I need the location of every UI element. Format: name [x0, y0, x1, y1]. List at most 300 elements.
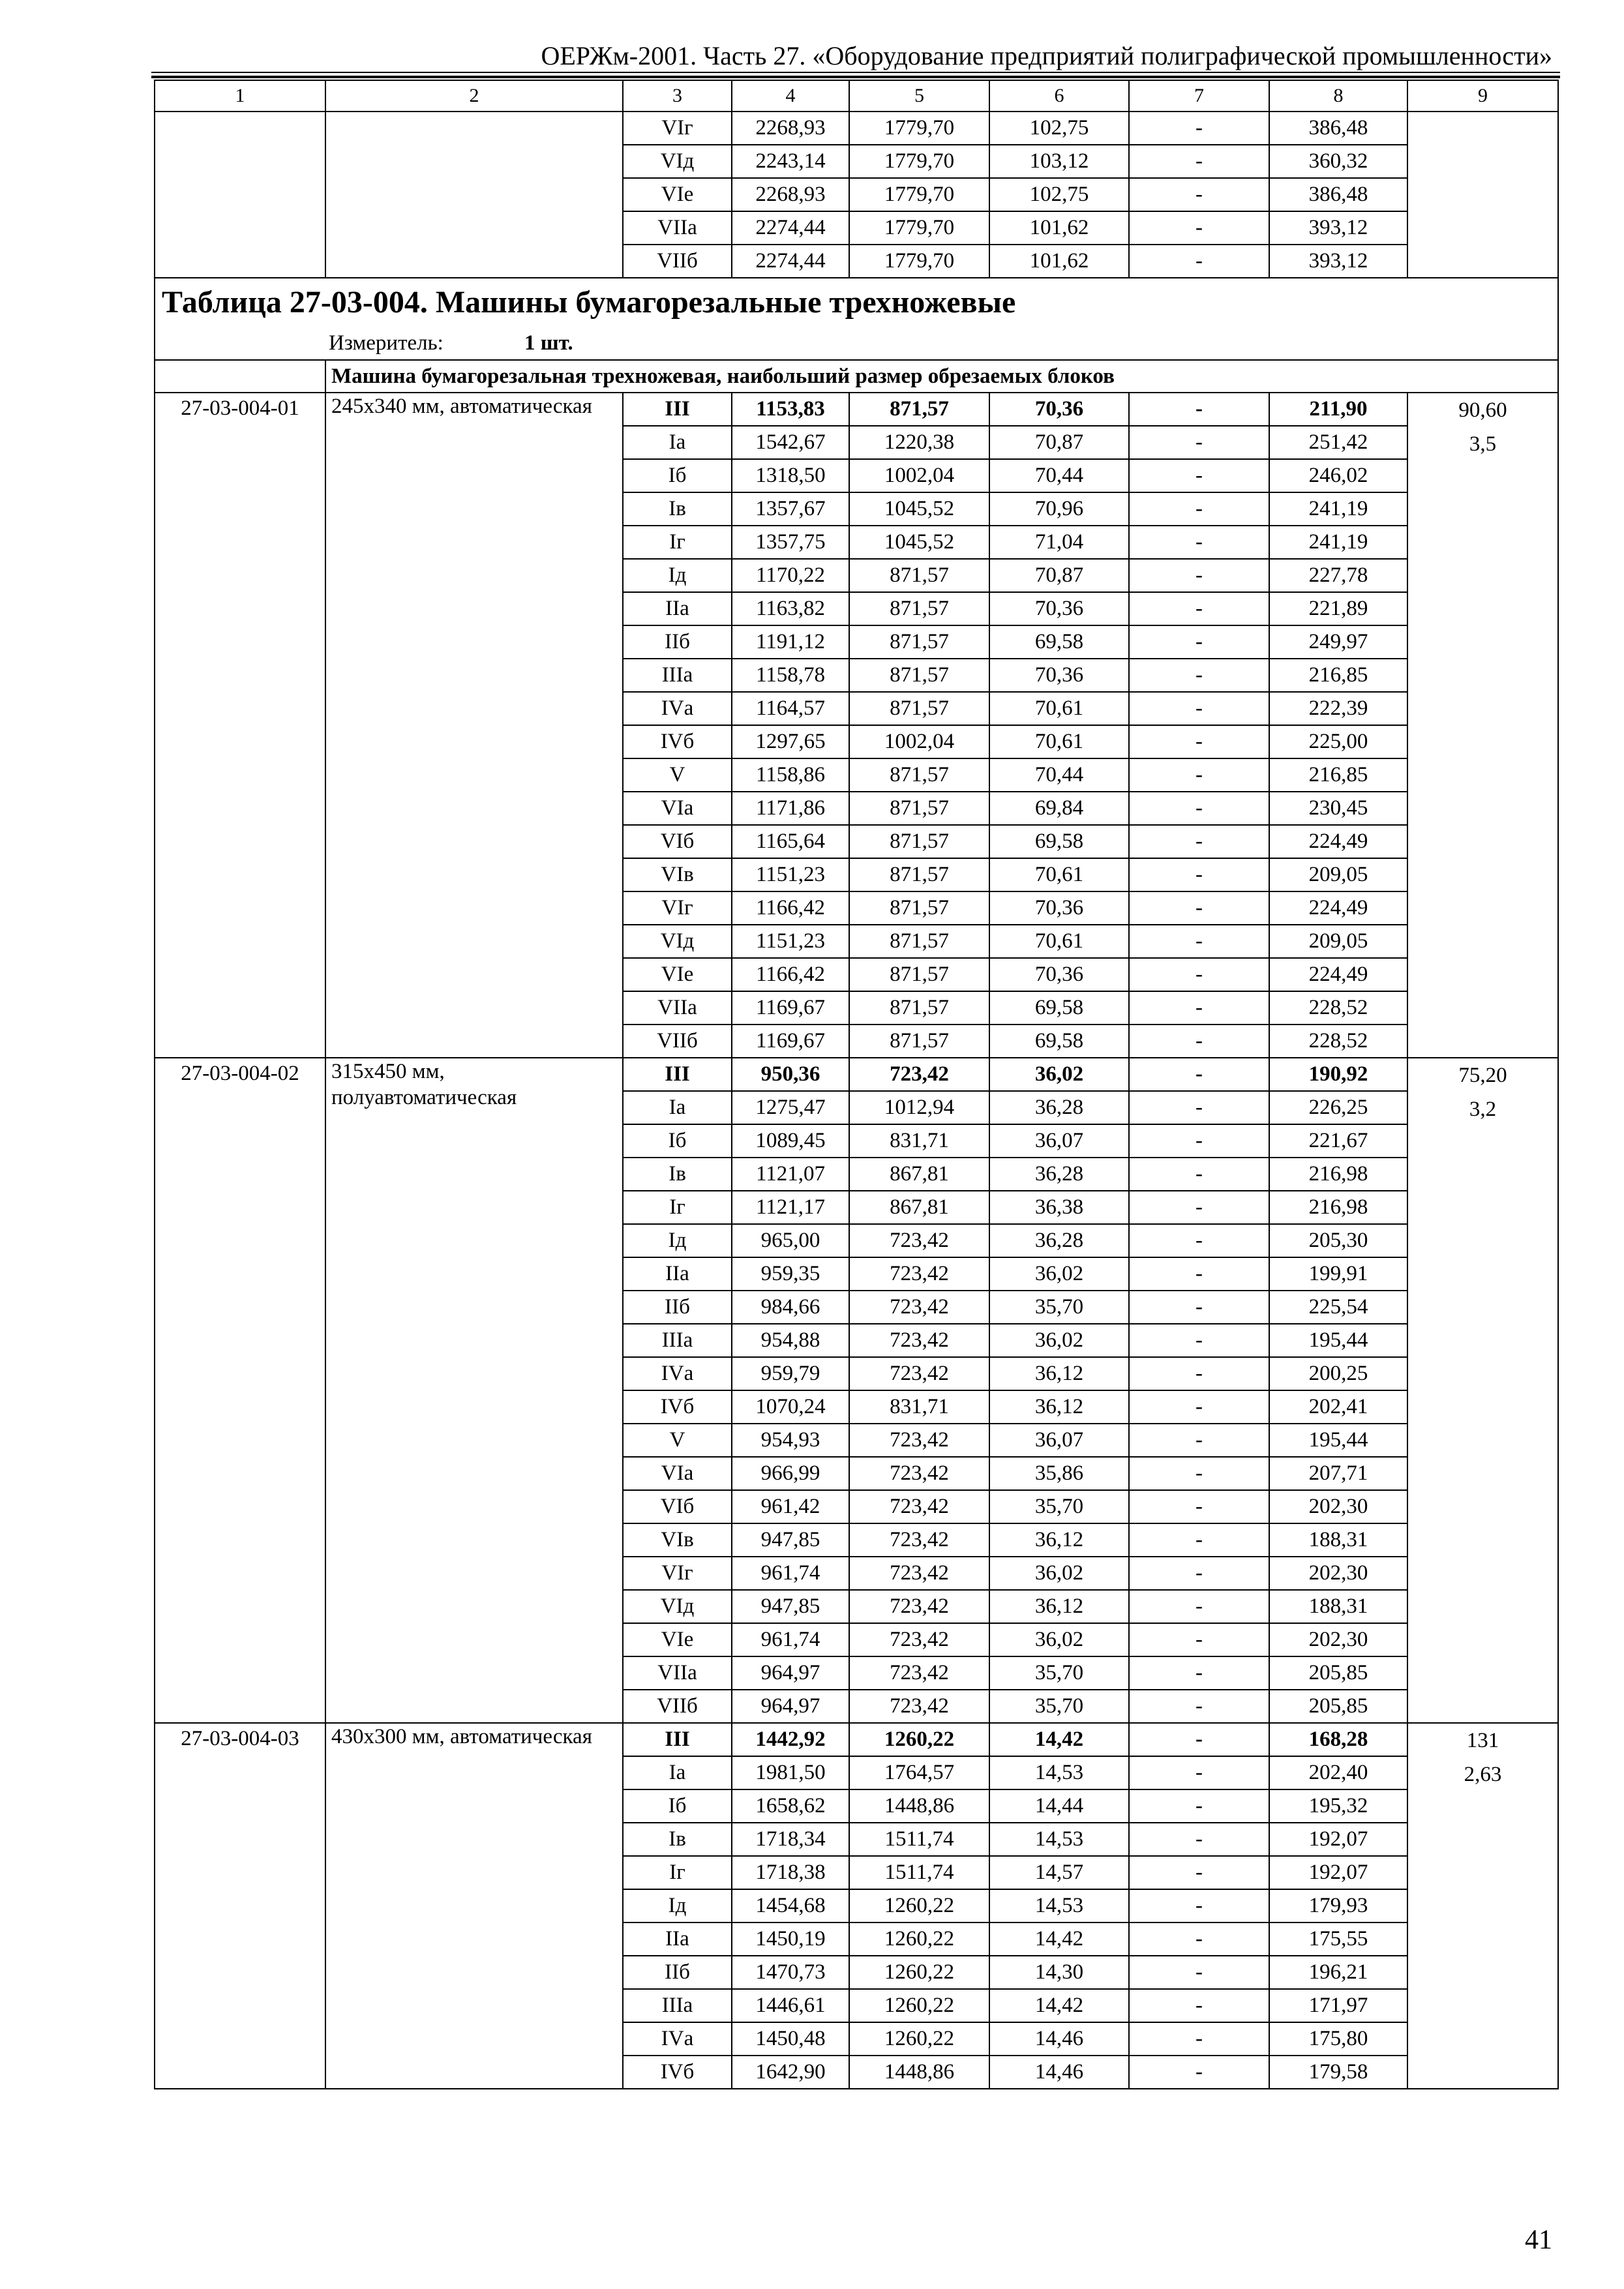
price-zone-cell: IIIа: [623, 1989, 732, 2022]
price-zone-cell: IVб: [623, 2056, 732, 2089]
price-zone-cell: Iб: [623, 1124, 732, 1158]
total-cost-cell: 1642,90: [732, 2056, 849, 2089]
machine-cost-cell: 36,07: [989, 1124, 1129, 1158]
labor-cost-cell: 1779,70: [849, 211, 989, 245]
total-cost-cell: 1470,73: [732, 1956, 849, 1989]
total-cost-cell: 1089,45: [732, 1124, 849, 1158]
machinist-cell: -: [1129, 1523, 1269, 1557]
labor-cost-cell: 871,57: [849, 891, 989, 925]
total-cost-cell: 2274,44: [732, 211, 849, 245]
running-header: ОЕРЖм-2001. Часть 27. «Оборудование предприятий полиграфической промышленности»: [541, 41, 1552, 70]
machine-cost-cell: 35,70: [989, 1490, 1129, 1523]
machinist-cell: -: [1129, 1856, 1269, 1889]
item-mass: 75,20: [1458, 1064, 1507, 1087]
machine-cost-cell: 36,12: [989, 1523, 1129, 1557]
machinist-cell: -: [1129, 625, 1269, 659]
table-row: [155, 393, 1558, 426]
machine-cost-cell: 36,02: [989, 1623, 1129, 1656]
total-cost-cell: 1070,24: [732, 1390, 849, 1424]
materials-cost-cell: 228,52: [1269, 1025, 1407, 1058]
labor-cost-cell: 871,57: [849, 393, 989, 426]
total-cost-cell: 1165,64: [732, 825, 849, 858]
machinist-cell: -: [1129, 1756, 1269, 1789]
price-zone-cell: VIв: [623, 858, 732, 891]
materials-cost-cell: 216,98: [1269, 1158, 1407, 1191]
machinist-cell: -: [1129, 1224, 1269, 1257]
item-name: 245x340 мм, автоматическая: [325, 393, 623, 1058]
column-number-4: 4: [732, 80, 849, 112]
machinist-cell: -: [1129, 145, 1269, 178]
price-zone-cell: IVб: [623, 725, 732, 758]
materials-cost-cell: 216,85: [1269, 758, 1407, 792]
total-cost-cell: 1170,22: [732, 559, 849, 592]
machinist-cell: -: [1129, 459, 1269, 492]
price-zone-cell: III: [623, 393, 732, 426]
price-zone-cell: Iд: [623, 1889, 732, 1922]
price-zone-cell: VIIа: [623, 1656, 732, 1690]
machine-cost-cell: 36,28: [989, 1224, 1129, 1257]
labor-cost-cell: 871,57: [849, 592, 989, 625]
continuation-extra-cell: [1407, 112, 1558, 278]
price-zone-cell: Iб: [623, 1789, 732, 1823]
machine-cost-cell: 14,46: [989, 2022, 1129, 2056]
machinist-cell: -: [1129, 825, 1269, 858]
price-zone-cell: VIг: [623, 891, 732, 925]
machine-cost-cell: 70,61: [989, 858, 1129, 891]
item-code: 27-03-004-01: [155, 393, 325, 1058]
labor-cost-cell: 723,42: [849, 1457, 989, 1490]
materials-cost-cell: 211,90: [1269, 393, 1407, 426]
labor-cost-cell: 723,42: [849, 1291, 989, 1324]
labor-cost-cell: 1260,22: [849, 2022, 989, 2056]
measure-cell: [155, 327, 1558, 360]
labor-cost-cell: 867,81: [849, 1158, 989, 1191]
machine-cost-cell: 14,42: [989, 1723, 1129, 1756]
labor-cost-cell: 723,42: [849, 1557, 989, 1590]
labor-cost-cell: 723,42: [849, 1523, 989, 1557]
materials-cost-cell: 224,49: [1269, 825, 1407, 858]
total-cost-cell: 1446,61: [732, 1989, 849, 2022]
machinist-cell: -: [1129, 891, 1269, 925]
total-cost-cell: 984,66: [732, 1291, 849, 1324]
price-zone-cell: Iб: [623, 459, 732, 492]
machinist-cell: -: [1129, 2056, 1269, 2089]
materials-cost-cell: 386,48: [1269, 178, 1407, 211]
column-number-3: 3: [623, 80, 732, 112]
materials-cost-cell: 393,12: [1269, 245, 1407, 278]
labor-cost-cell: 871,57: [849, 858, 989, 891]
machine-cost-cell: 14,53: [989, 1823, 1129, 1856]
materials-cost-cell: 175,55: [1269, 1922, 1407, 1956]
machine-cost-cell: 36,38: [989, 1191, 1129, 1224]
labor-cost-cell: 867,81: [849, 1191, 989, 1224]
labor-cost-cell: 871,57: [849, 925, 989, 958]
machinist-cell: -: [1129, 1124, 1269, 1158]
labor-cost-cell: 1511,74: [849, 1823, 989, 1856]
total-cost-cell: 1454,68: [732, 1889, 849, 1922]
materials-cost-cell: 224,49: [1269, 958, 1407, 991]
machine-cost-cell: 70,36: [989, 958, 1129, 991]
machine-cost-cell: 103,12: [989, 145, 1129, 178]
materials-cost-cell: 241,19: [1269, 492, 1407, 526]
price-zone-cell: Iа: [623, 426, 732, 459]
price-zone-cell: VIг: [623, 112, 732, 145]
price-zone-cell: VIа: [623, 792, 732, 825]
total-cost-cell: 1318,50: [732, 459, 849, 492]
price-zone-cell: V: [623, 1424, 732, 1457]
materials-cost-cell: 188,31: [1269, 1590, 1407, 1623]
machinist-cell: -: [1129, 1723, 1269, 1756]
price-zone-cell: III: [623, 1723, 732, 1756]
total-cost-cell: 961,74: [732, 1623, 849, 1656]
labor-cost-cell: 871,57: [849, 991, 989, 1025]
column-number-5: 5: [849, 80, 989, 112]
materials-cost-cell: 202,40: [1269, 1756, 1407, 1789]
price-zone-cell: IIа: [623, 1257, 732, 1291]
materials-cost-cell: 386,48: [1269, 112, 1407, 145]
total-cost-cell: 1158,86: [732, 758, 849, 792]
machinist-cell: -: [1129, 178, 1269, 211]
item-name: 430x300 мм, автоматическая: [325, 1723, 623, 2089]
machinist-cell: -: [1129, 2022, 1269, 2056]
rates-table-body: [155, 80, 1558, 2089]
materials-cost-cell: 230,45: [1269, 792, 1407, 825]
machine-cost-cell: 36,12: [989, 1357, 1129, 1390]
price-zone-cell: IVб: [623, 1390, 732, 1424]
machinist-cell: -: [1129, 1424, 1269, 1457]
total-cost-cell: 1191,12: [732, 625, 849, 659]
labor-cost-cell: 1779,70: [849, 112, 989, 145]
machine-cost-cell: 14,53: [989, 1756, 1129, 1789]
materials-cost-cell: 188,31: [1269, 1523, 1407, 1557]
price-zone-cell: VIе: [623, 178, 732, 211]
materials-cost-cell: 179,58: [1269, 2056, 1407, 2089]
machine-cost-cell: 70,36: [989, 592, 1129, 625]
total-cost-cell: 1169,67: [732, 991, 849, 1025]
total-cost-cell: 2268,93: [732, 112, 849, 145]
materials-cost-cell: 228,52: [1269, 991, 1407, 1025]
labor-cost-cell: 723,42: [849, 1224, 989, 1257]
total-cost-cell: 1275,47: [732, 1091, 849, 1124]
materials-cost-cell: 224,49: [1269, 891, 1407, 925]
labor-cost-cell: 1448,86: [849, 1789, 989, 1823]
total-cost-cell: 954,93: [732, 1424, 849, 1457]
price-zone-cell: IVа: [623, 2022, 732, 2056]
price-zone-cell: Iг: [623, 526, 732, 559]
column-number-1: 1: [155, 80, 325, 112]
machine-cost-cell: 70,61: [989, 725, 1129, 758]
total-cost-cell: 1658,62: [732, 1789, 849, 1823]
labor-cost-cell: 723,42: [849, 1257, 989, 1291]
price-zone-cell: IIб: [623, 625, 732, 659]
materials-cost-cell: 221,67: [1269, 1124, 1407, 1158]
machine-cost-cell: 36,07: [989, 1424, 1129, 1457]
machinist-cell: -: [1129, 1291, 1269, 1324]
total-cost-cell: 1718,34: [732, 1823, 849, 1856]
materials-cost-cell: 246,02: [1269, 459, 1407, 492]
labor-cost-cell: 871,57: [849, 958, 989, 991]
price-zone-cell: VIг: [623, 1557, 732, 1590]
rates-table: [154, 80, 1559, 2089]
machine-cost-cell: 35,70: [989, 1656, 1129, 1690]
machinist-cell: -: [1129, 1590, 1269, 1623]
machinist-cell: -: [1129, 725, 1269, 758]
price-zone-cell: Iв: [623, 1823, 732, 1856]
materials-cost-cell: 227,78: [1269, 559, 1407, 592]
machinist-cell: -: [1129, 245, 1269, 278]
machine-cost-cell: 35,70: [989, 1291, 1129, 1324]
machine-cost-cell: 101,62: [989, 245, 1129, 278]
measure-label: Измеритель:: [329, 331, 444, 355]
labor-cost-cell: 871,57: [849, 758, 989, 792]
item-coefficient: 3,2: [1469, 1098, 1497, 1121]
labor-cost-cell: 723,42: [849, 1690, 989, 1723]
machine-cost-cell: 70,36: [989, 659, 1129, 692]
machinist-cell: -: [1129, 858, 1269, 891]
machinist-cell: -: [1129, 958, 1269, 991]
total-cost-cell: 1121,07: [732, 1158, 849, 1191]
column-number-9: 9: [1407, 80, 1558, 112]
price-zone-cell: VIе: [623, 1623, 732, 1656]
price-zone-cell: VIб: [623, 825, 732, 858]
column-number-8: 8: [1269, 80, 1407, 112]
total-cost-cell: 1981,50: [732, 1756, 849, 1789]
price-zone-cell: IIб: [623, 1956, 732, 1989]
materials-cost-cell: 205,85: [1269, 1656, 1407, 1690]
labor-cost-cell: 1260,22: [849, 1922, 989, 1956]
materials-cost-cell: 241,19: [1269, 526, 1407, 559]
materials-cost-cell: 192,07: [1269, 1856, 1407, 1889]
machine-cost-cell: 102,75: [989, 112, 1129, 145]
item-code: 27-03-004-02: [155, 1058, 325, 1723]
materials-cost-cell: 195,44: [1269, 1324, 1407, 1357]
machine-cost-cell: 71,04: [989, 526, 1129, 559]
machinist-cell: -: [1129, 659, 1269, 692]
machine-cost-cell: 36,12: [989, 1590, 1129, 1623]
price-zone-cell: Iд: [623, 559, 732, 592]
materials-cost-cell: 222,39: [1269, 692, 1407, 725]
price-zone-cell: IIа: [623, 592, 732, 625]
item-mass: 90,60: [1458, 398, 1507, 422]
price-zone-cell: VIб: [623, 1490, 732, 1523]
machinist-cell: -: [1129, 1025, 1269, 1058]
machine-cost-cell: 69,58: [989, 1025, 1129, 1058]
continuation-code-cell: [155, 112, 325, 278]
machinist-cell: -: [1129, 1158, 1269, 1191]
materials-cost-cell: 209,05: [1269, 925, 1407, 958]
labor-cost-cell: 871,57: [849, 792, 989, 825]
total-cost-cell: 950,36: [732, 1058, 849, 1091]
price-zone-cell: VIд: [623, 925, 732, 958]
machine-cost-cell: 70,36: [989, 891, 1129, 925]
price-zone-cell: Iа: [623, 1756, 732, 1789]
materials-cost-cell: 226,25: [1269, 1091, 1407, 1124]
materials-cost-cell: 251,42: [1269, 426, 1407, 459]
labor-cost-cell: 831,71: [849, 1124, 989, 1158]
item-mass: 131: [1466, 1729, 1499, 1752]
machine-cost-cell: 70,96: [989, 492, 1129, 526]
materials-cost-cell: 216,85: [1269, 659, 1407, 692]
column-number-7: 7: [1129, 80, 1269, 112]
machine-cost-cell: 36,28: [989, 1091, 1129, 1124]
labor-cost-cell: 1448,86: [849, 2056, 989, 2089]
total-cost-cell: 1450,19: [732, 1922, 849, 1956]
machine-cost-cell: 69,84: [989, 792, 1129, 825]
item-coefficient: 3,5: [1469, 432, 1497, 456]
machinist-cell: -: [1129, 1989, 1269, 2022]
total-cost-cell: 1718,38: [732, 1856, 849, 1889]
machinist-cell: -: [1129, 1690, 1269, 1723]
labor-cost-cell: 1260,22: [849, 1889, 989, 1922]
total-cost-cell: 1153,83: [732, 393, 849, 426]
machine-cost-cell: 69,58: [989, 625, 1129, 659]
machinist-cell: -: [1129, 1557, 1269, 1590]
price-zone-cell: IIIа: [623, 1324, 732, 1357]
machinist-cell: -: [1129, 592, 1269, 625]
total-cost-cell: 1357,75: [732, 526, 849, 559]
column-number-6: 6: [989, 80, 1129, 112]
price-zone-cell: VIд: [623, 145, 732, 178]
labor-cost-cell: 1260,22: [849, 1989, 989, 2022]
total-cost-cell: 1297,65: [732, 725, 849, 758]
machinist-cell: -: [1129, 1191, 1269, 1224]
machine-cost-cell: 70,87: [989, 426, 1129, 459]
total-cost-cell: 966,99: [732, 1457, 849, 1490]
machinist-cell: -: [1129, 393, 1269, 426]
total-cost-cell: 2274,44: [732, 245, 849, 278]
rates-table-wrapper: [154, 80, 1557, 2089]
labor-cost-cell: 723,42: [849, 1324, 989, 1357]
column-number-2: 2: [325, 80, 623, 112]
machinist-cell: -: [1129, 1457, 1269, 1490]
materials-cost-cell: 225,54: [1269, 1291, 1407, 1324]
total-cost-cell: 1151,23: [732, 858, 849, 891]
machinist-cell: -: [1129, 1324, 1269, 1357]
total-cost-cell: 1450,48: [732, 2022, 849, 2056]
machine-cost-cell: 70,44: [989, 459, 1129, 492]
total-cost-cell: 1121,17: [732, 1191, 849, 1224]
total-cost-cell: 959,79: [732, 1357, 849, 1390]
machinist-cell: -: [1129, 1257, 1269, 1291]
group-header-empty: [155, 360, 325, 393]
materials-cost-cell: 225,00: [1269, 725, 1407, 758]
machinist-cell: -: [1129, 1623, 1269, 1656]
total-cost-cell: 1357,67: [732, 492, 849, 526]
machinist-cell: -: [1129, 1390, 1269, 1424]
labor-cost-cell: 1260,22: [849, 1723, 989, 1756]
machine-cost-cell: 101,62: [989, 211, 1129, 245]
materials-cost-cell: 205,85: [1269, 1690, 1407, 1723]
labor-cost-cell: 1045,52: [849, 526, 989, 559]
total-cost-cell: 1158,78: [732, 659, 849, 692]
machine-cost-cell: 14,44: [989, 1789, 1129, 1823]
machinist-cell: -: [1129, 526, 1269, 559]
machine-cost-cell: 14,46: [989, 2056, 1129, 2089]
machinist-cell: -: [1129, 1922, 1269, 1956]
item-extra-cell: [1407, 393, 1558, 1058]
price-zone-cell: VIа: [623, 1457, 732, 1490]
total-cost-cell: 2268,93: [732, 178, 849, 211]
labor-cost-cell: 723,42: [849, 1623, 989, 1656]
machine-cost-cell: 14,53: [989, 1889, 1129, 1922]
machinist-cell: -: [1129, 1656, 1269, 1690]
table-row: [155, 1058, 1558, 1091]
price-zone-cell: IVа: [623, 1357, 732, 1390]
machine-cost-cell: 70,61: [989, 692, 1129, 725]
labor-cost-cell: 723,42: [849, 1357, 989, 1390]
machinist-cell: -: [1129, 112, 1269, 145]
machine-cost-cell: 14,42: [989, 1922, 1129, 1956]
machine-cost-cell: 36,02: [989, 1257, 1129, 1291]
materials-cost-cell: 175,80: [1269, 2022, 1407, 2056]
header-rule-thin: [151, 72, 1560, 73]
materials-cost-cell: 168,28: [1269, 1723, 1407, 1756]
materials-cost-cell: 199,91: [1269, 1257, 1407, 1291]
machinist-cell: -: [1129, 925, 1269, 958]
measure-value: 1 шт.: [524, 331, 573, 355]
machinist-cell: -: [1129, 1956, 1269, 1989]
machine-cost-cell: 36,02: [989, 1058, 1129, 1091]
labor-cost-cell: 1779,70: [849, 245, 989, 278]
item-code: 27-03-004-03: [155, 1723, 325, 2089]
total-cost-cell: 1169,67: [732, 1025, 849, 1058]
total-cost-cell: 1542,67: [732, 426, 849, 459]
group-title: Машина бумагорезальная трехножевая, наибольший размер обрезаемых блоков: [325, 360, 1558, 393]
price-zone-cell: V: [623, 758, 732, 792]
machine-cost-cell: 14,30: [989, 1956, 1129, 1989]
labor-cost-cell: 831,71: [849, 1390, 989, 1424]
materials-cost-cell: 171,97: [1269, 1989, 1407, 2022]
price-zone-cell: VIIа: [623, 991, 732, 1025]
labor-cost-cell: 1764,57: [849, 1756, 989, 1789]
labor-cost-cell: 1002,04: [849, 459, 989, 492]
price-zone-cell: Iа: [623, 1091, 732, 1124]
machine-cost-cell: 69,58: [989, 825, 1129, 858]
labor-cost-cell: 723,42: [849, 1424, 989, 1457]
price-zone-cell: IVа: [623, 692, 732, 725]
materials-cost-cell: 393,12: [1269, 211, 1407, 245]
total-cost-cell: 964,97: [732, 1690, 849, 1723]
price-zone-cell: VIIб: [623, 245, 732, 278]
materials-cost-cell: 192,07: [1269, 1823, 1407, 1856]
materials-cost-cell: 202,30: [1269, 1623, 1407, 1656]
machine-cost-cell: 70,36: [989, 393, 1129, 426]
labor-cost-cell: 723,42: [849, 1590, 989, 1623]
price-zone-cell: VIIб: [623, 1025, 732, 1058]
labor-cost-cell: 871,57: [849, 692, 989, 725]
machine-cost-cell: 69,58: [989, 991, 1129, 1025]
labor-cost-cell: 1002,04: [849, 725, 989, 758]
table-title: Таблица 27-03-004. Машины бумагорезальные трехножевые: [155, 278, 1558, 327]
price-zone-cell: VIв: [623, 1523, 732, 1557]
machinist-cell: -: [1129, 792, 1269, 825]
total-cost-cell: 947,85: [732, 1523, 849, 1557]
total-cost-cell: 1166,42: [732, 891, 849, 925]
materials-cost-cell: 190,92: [1269, 1058, 1407, 1091]
measure-row: [155, 327, 1558, 360]
total-cost-cell: 1171,86: [732, 792, 849, 825]
labor-cost-cell: 871,57: [849, 825, 989, 858]
labor-cost-cell: 1012,94: [849, 1091, 989, 1124]
machinist-cell: -: [1129, 1789, 1269, 1823]
group-header-row: [155, 360, 1558, 393]
price-zone-cell: VIе: [623, 958, 732, 991]
labor-cost-cell: 723,42: [849, 1490, 989, 1523]
machinist-cell: -: [1129, 1091, 1269, 1124]
price-zone-cell: IIа: [623, 1922, 732, 1956]
labor-cost-cell: 723,42: [849, 1058, 989, 1091]
machinist-cell: -: [1129, 1889, 1269, 1922]
